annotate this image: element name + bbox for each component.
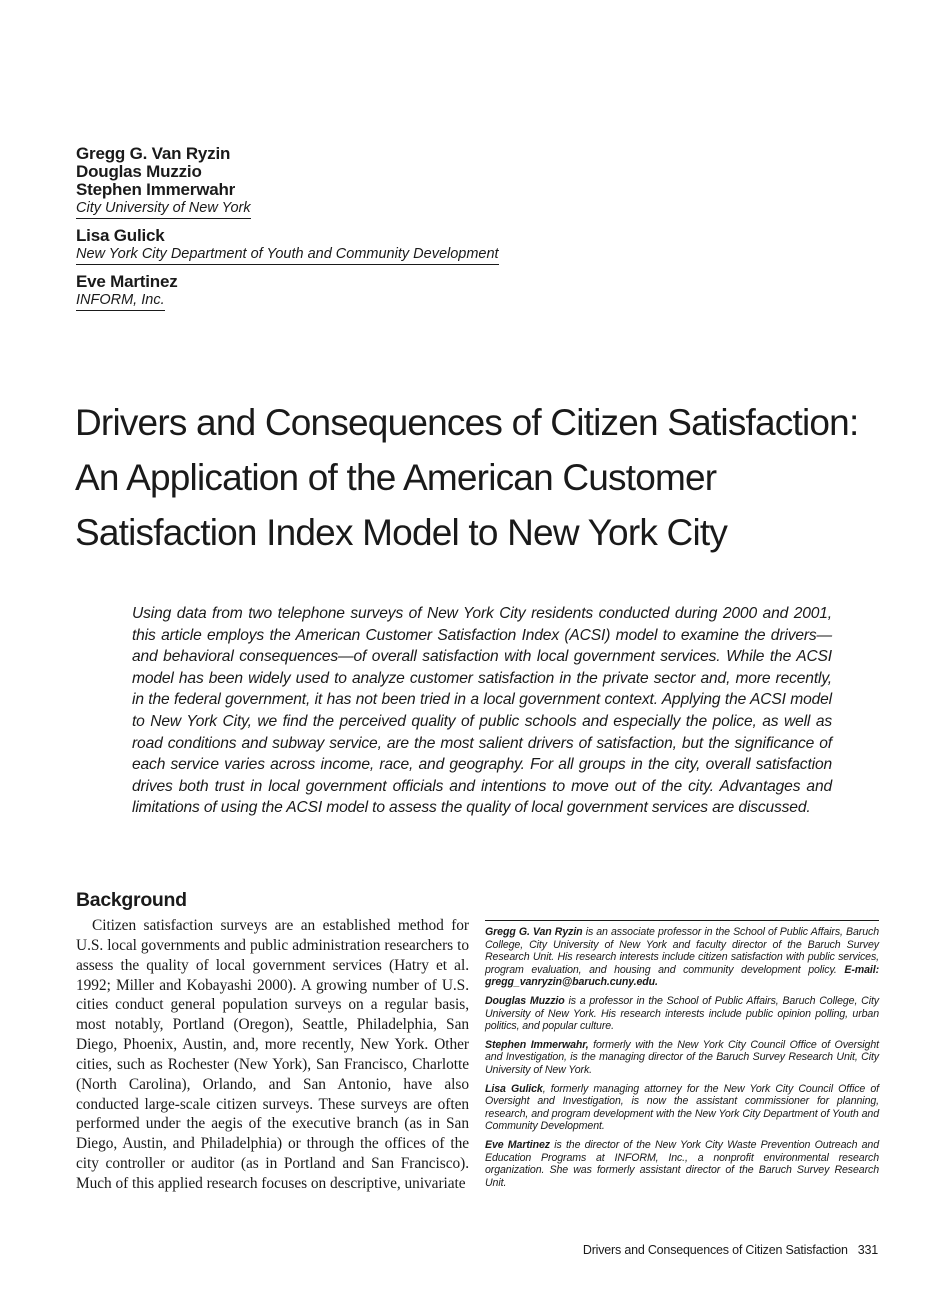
author-group-cuny [76, 145, 596, 219]
page-footer [583, 1243, 878, 1257]
note-text: is an associate professor in the School of Public Affairs, Baruch College, City University of New York and faculty director of the Baruch Survey Research Unit. His research interests include citizen satisfaction with public services, program evaluation, and housing and community development policy. [485, 926, 879, 976]
author-affiliation: City University of New York [76, 200, 251, 219]
note-text: is a professor in the School of Public Affairs, Baruch College, City University of New York. His research interests include public opinion polling, urban politics, and popular culture. [485, 994, 879, 1033]
article-title [75, 395, 895, 560]
note-text: formerly with the New York City Council Office of Oversight and Investigation, is the managing director of the Baruch Survey Research Unit, City University of New York. [485, 1038, 879, 1076]
author-group-dycd [76, 227, 596, 265]
author-note [485, 1083, 879, 1133]
author-name: Gregg G. Van Ryzin [76, 144, 231, 163]
author-name: Lisa Gulick [76, 226, 165, 245]
author-note [485, 1139, 879, 1189]
title-line: Drivers and Consequences of Citizen Satisfaction: [75, 402, 859, 443]
author-affiliation: INFORM, Inc. [76, 292, 165, 311]
author-note [485, 995, 879, 1033]
title-line: An Application of the American Customer [75, 457, 717, 498]
note-author-name: Gregg G. Van Ryzin [485, 926, 583, 938]
author-name: Douglas Muzzio [76, 162, 202, 181]
section-heading: Background [76, 889, 187, 911]
author-name: Eve Martinez [76, 272, 178, 291]
note-email[interactable]: E-mail: gregg_vanryzin@baruch.cuny.edu. [485, 963, 879, 989]
author-notes [485, 920, 879, 1195]
author-note [485, 1039, 879, 1077]
note-author-name: Stephen Immerwahr, [485, 1038, 589, 1051]
note-author-name: Eve Martinez [485, 1138, 550, 1151]
abstract: Using data from two telephone surveys of New York City residents conducted during 2000 and 2001, this article employs the American Customer Satisfaction Index (ACSI) model to examine the drivers—and behavioral consequences—of overall satisfaction with local government services. While the ACSI model has been widely used to analyze customer satisfaction in the private sector and, more recently, in the federal government, it has not been tried in a local government context. Applying the ACSI model to New York City, we find the perceived quality of public schools and especially the police, as well as road conditions and subway service, are the most salient drivers of satisfaction, but the significance of each service varies across income, race, and geography. For all groups in the city, overall satisfaction drives both trust in local government officials and intentions to move out of the city. Advantages and limitations of using the ACSI model to assess the quality of local government services are discussed. [132, 605, 832, 817]
author-group-inform [76, 273, 596, 311]
page-number: 331 [857, 1243, 878, 1257]
title-line: Satisfaction Index Model to New York City [75, 512, 728, 553]
author-name: Stephen Immerwahr [76, 180, 236, 199]
author-block [76, 145, 596, 319]
running-title: Drivers and Consequences of Citizen Satisfaction [582, 1243, 848, 1257]
author-note [485, 926, 879, 989]
note-author-name: Lisa Gulick [485, 1082, 543, 1095]
author-affiliation: New York City Department of Youth and Community Development [76, 246, 499, 265]
body-text: Citizen satisfaction surveys are an established method for U.S. local governments and public administration researchers to assess the quality of local government services (Hatry et al. 1992; Miller and Kobayashi 2000). A growing number of U.S. cities conduct general population surveys on a regular basis, most notably, Portland (Oregon), Seattle, Philadelphia, San Diego, Phoenix, Austin, and, more recently, New York. Other cities, such as Rochester (New York), San Francisco, Charlotte (North Carolina), Orlando, and San Antonio, have also conducted large-scale citizen surveys. These surveys are often performed under the aegis of the executive branch (as in San Diego, Austin, and Philadelphia) or through the offices of the city controller or auditor (as in Portland and San Francisco). Much of this applied research focuses on descriptive, univariate [76, 917, 469, 1192]
note-text: , formerly managing attorney for the New York City Council Office of Oversight and Investigation, is now the assistant commissioner for planning, research, and program development with the New York City Department of Youth and Community Development. [485, 1082, 879, 1133]
note-text: is the director of the New York City Waste Prevention Outreach and Education Programs at INFORM, Inc., a nonprofit environmental research organization. She was formerly assistant director of the Baruch Survey Research Unit. [485, 1138, 879, 1189]
note-author-name: Douglas Muzzio [485, 994, 565, 1007]
